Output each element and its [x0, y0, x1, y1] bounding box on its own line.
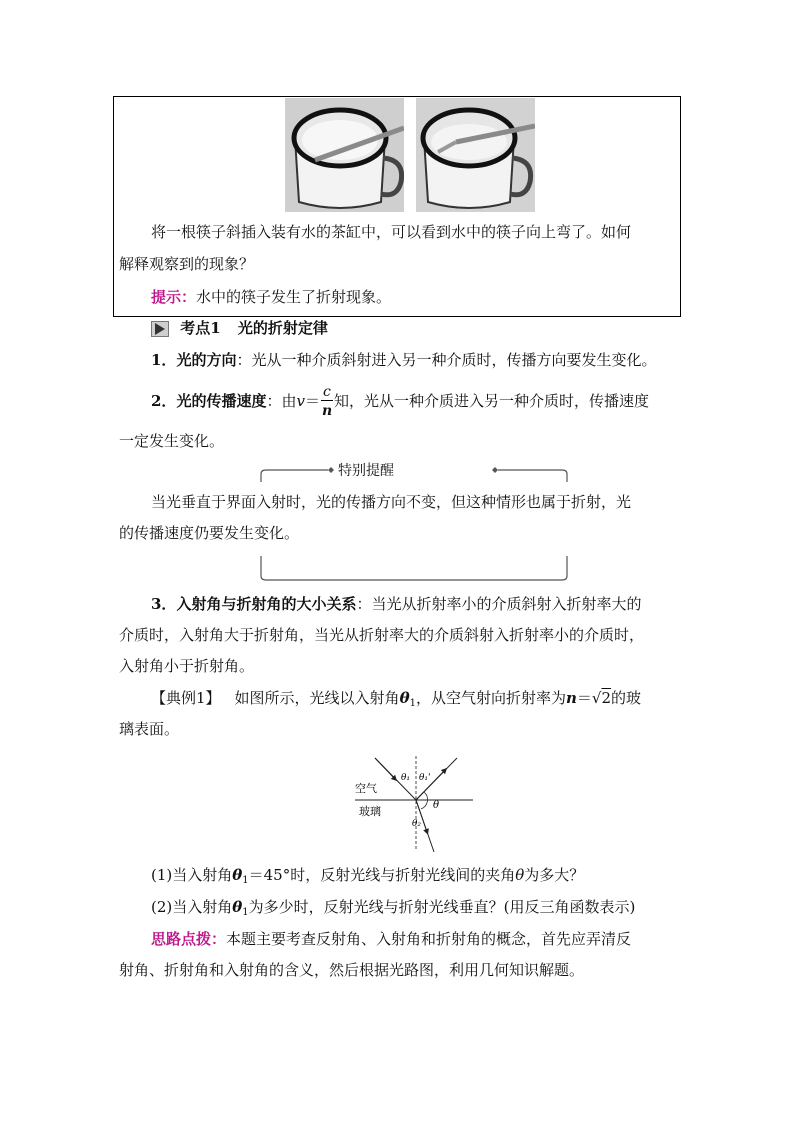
q2-text-b: 为多少时，反射光线与折射光线垂直？(用反三角函数表示) [248, 898, 636, 916]
reminder-title: 特别提醒 [338, 463, 394, 479]
section-title: 光的折射定律 [237, 319, 328, 337]
sqrt-symbol: √ [591, 689, 602, 707]
item-3 [151, 594, 641, 614]
section-heading [151, 318, 328, 338]
item-1 [151, 350, 656, 370]
section-label: 考点1 [180, 319, 221, 337]
item-3-line2: 介质时，入射角大于折射角，当光从折射率大的介质斜射入折射率小的介质时， [119, 626, 645, 644]
example-text-b: ，从空气射向折射率为 [415, 689, 566, 707]
example-theta-sub: 1 [409, 698, 416, 709]
question-2 [151, 897, 635, 923]
item-1-num: 1． [151, 351, 177, 369]
cup-photo-2 [416, 98, 535, 212]
air-label: 空气 [355, 782, 377, 795]
item-3-line1: ：当光从折射率小的介质斜射入折射率大的 [356, 595, 642, 613]
example-theta: θ [399, 689, 410, 707]
item-2-eq: ＝ [304, 392, 320, 410]
hint-text: 水中的筷子发生了折射现象。 [196, 288, 392, 306]
item-2-num: 2． [151, 392, 177, 410]
question-1 [151, 865, 584, 891]
q1-text-c: 为多大？ [524, 866, 585, 884]
item-3-line3: 入射角小于折射角。 [119, 657, 255, 675]
q1-text-b: ＝45°时，反射光线与折射光线间的夹角 [248, 866, 516, 884]
item-1-text: ：光从一种介质斜射进入另一种介质时，传播方向要发生变化。 [236, 351, 657, 369]
item-2-label: 光的传播速度 [176, 392, 267, 410]
q2-theta-sub: 1 [242, 907, 249, 918]
item-2-v: v [296, 392, 305, 410]
example-text-a: 如图所示，光线以入射角 [234, 689, 400, 707]
example-label: 【典例1】 [151, 689, 221, 707]
theta-label: θ [433, 800, 440, 811]
thinking-label: 思路点拨： [151, 930, 227, 948]
intro-question-line1: 将一根筷子斜插入装有水的茶缸中，可以看到水中的筷子向上弯了。如何 [151, 223, 632, 241]
thinking-text-1: 本题主要考查反射角、入射角和折射角的概念，首先应弄清反 [226, 930, 632, 948]
reminder-line1: 当光垂直于界面入射时，光的传播方向不变，但这种情形也属于折射，光 [151, 493, 632, 511]
theta2-label: θ₂ [412, 819, 422, 829]
hint-label: 提示： [151, 288, 197, 306]
item-2-text-b: 知，光从一种介质进入另一种介质时，传播速度 [333, 392, 649, 410]
example-text-c: 的玻 [611, 689, 642, 707]
q1-theta-2: θ [515, 866, 525, 884]
intro-question-line2: 解释观察到的现象？ [119, 255, 255, 273]
q1-theta-sub: 1 [242, 875, 249, 886]
item-3-label: 入射角与折射角的大小关系 [176, 595, 357, 613]
q1-text-a: (1)当入射角 [151, 866, 233, 884]
thinking-line1 [151, 929, 631, 949]
theta1p-label: θ₁' [419, 773, 431, 783]
reminder-line2: 的传播速度仍要发生变化。 [119, 524, 300, 542]
cup-photo-1 [285, 98, 404, 212]
item-2-text-a: ：由 [266, 392, 297, 410]
glass-label: 玻璃 [359, 805, 381, 818]
frac-num: c [322, 384, 331, 400]
item-3-num: 3． [151, 595, 177, 613]
example-line1 [151, 688, 641, 714]
item-1-label: 光的方向 [176, 351, 237, 369]
example-eq: ＝ [576, 689, 592, 707]
item-2-line2: 一定发生变化。 [119, 432, 225, 450]
item-2 [151, 384, 649, 419]
play-triangle-icon [151, 321, 169, 337]
thinking-line2: 射角、折射角和入射角的含义，然后根据光路图，利用几何知识解题。 [119, 961, 585, 979]
q2-theta: θ [232, 898, 243, 916]
c-over-n-fraction [320, 384, 334, 419]
theta1-label: θ₁ [401, 773, 411, 783]
reminder-frame [258, 464, 570, 584]
q2-text-a: (2)当入射角 [151, 898, 233, 916]
example-line2: 璃表面。 [119, 720, 180, 738]
intro-hint [151, 287, 391, 307]
example-n: n [565, 689, 577, 707]
refraction-diagram [345, 752, 480, 854]
q1-theta: θ [232, 866, 243, 884]
sqrt-value: 2 [601, 689, 611, 707]
frac-den: n [321, 403, 333, 419]
